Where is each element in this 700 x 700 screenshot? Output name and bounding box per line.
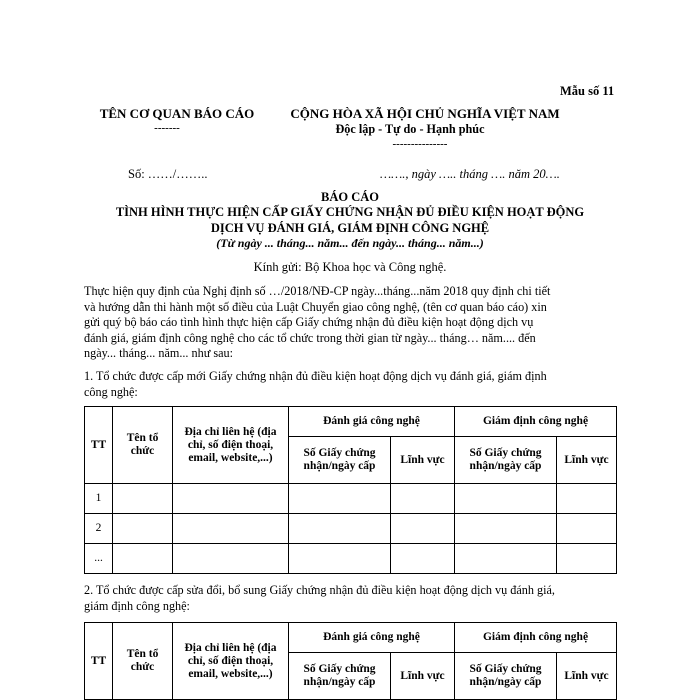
col-tt: TT xyxy=(85,407,113,484)
col-group-inspection: Giám định công nghệ xyxy=(455,407,617,437)
national-motto: Độc lập - Tự do - Hạnh phúc xyxy=(335,122,485,136)
document-number: Số: ……/…….. xyxy=(128,167,208,181)
cell xyxy=(557,544,617,574)
report-subtitle-line1: TÌNH HÌNH THỰC HIỆN CẤP GIẤY CHỨNG NHẬN ĐỦ ĐIỀU KIỆN HOẠT ĐỘNG xyxy=(115,205,585,219)
section1-heading-line: công nghệ: xyxy=(84,384,138,399)
motto-divider: --------------- xyxy=(392,138,448,150)
cell xyxy=(455,544,557,574)
row-number: 2 xyxy=(85,514,113,544)
cell xyxy=(455,514,557,544)
col-eval-cert: Số Giấy chứng nhận/ngày cấp xyxy=(289,653,391,700)
section2-heading-line: giám định công nghệ: xyxy=(84,598,190,613)
col-inspect-cert: Số Giấy chứng nhận/ngày cấp xyxy=(455,653,557,700)
intro-line: gửi quý bộ báo cáo tình hình thực hiện cấp Giấy chứng nhận đủ điều kiện hoạt động dịch vụ xyxy=(84,315,534,330)
cell xyxy=(113,484,173,514)
col-eval-field: Lĩnh vực xyxy=(391,437,455,484)
col-contact: Địa chỉ liên hệ (địa chỉ, số điện thoại, email, website,...) xyxy=(173,407,289,484)
col-group-evaluation: Đánh giá công nghệ xyxy=(289,407,455,437)
row-number: 1 xyxy=(85,484,113,514)
cell xyxy=(173,484,289,514)
section2-heading-line: 2. Tổ chức được cấp sửa đổi, bổ sung Giấy chứng nhận đủ điều kiện hoạt động dịch vụ đánh giá, xyxy=(84,583,555,597)
col-group-inspection: Giám định công nghệ xyxy=(455,623,617,653)
cell xyxy=(557,484,617,514)
place-date: ……., ngày ….. tháng …. năm 20…. xyxy=(380,167,560,181)
col-org-name: Tên tổ chức xyxy=(113,623,173,700)
cell xyxy=(391,544,455,574)
col-org-name: Tên tổ chức xyxy=(113,407,173,484)
intro-line: ngày... tháng... năm... như sau: xyxy=(84,346,233,361)
form-number: Mẫu số 11 xyxy=(560,84,615,98)
col-eval-cert: Số Giấy chứng nhận/ngày cấp xyxy=(289,437,391,484)
cell xyxy=(289,514,391,544)
cell xyxy=(289,484,391,514)
cell xyxy=(113,544,173,574)
col-inspect-field: Lĩnh vực xyxy=(557,653,617,700)
cell xyxy=(455,484,557,514)
agency-divider: ------- xyxy=(154,122,180,134)
table-row xyxy=(85,514,617,544)
cell xyxy=(113,514,173,544)
cell xyxy=(557,514,617,544)
section2-table xyxy=(84,622,617,700)
table-row xyxy=(85,544,617,574)
cell xyxy=(173,514,289,544)
col-inspect-field: Lĩnh vực xyxy=(557,437,617,484)
recipient: Kính gửi: Bộ Khoa học và Công nghệ. xyxy=(253,260,447,274)
report-subtitle-line2: DỊCH VỤ ĐÁNH GIÁ, GIÁM ĐỊNH CÔNG NGHỆ xyxy=(210,221,490,235)
col-eval-field: Lĩnh vực xyxy=(391,653,455,700)
section1-heading xyxy=(84,369,547,400)
row-number: ... xyxy=(85,544,113,574)
agency-name: TÊN CƠ QUAN BÁO CÁO xyxy=(99,106,255,121)
cell xyxy=(391,514,455,544)
report-title: BÁO CÁO xyxy=(321,190,379,204)
col-contact: Địa chỉ liên hệ (địa chỉ, số điện thoại, email, website,...) xyxy=(173,623,289,700)
section1-table xyxy=(84,406,617,574)
intro-line: Thực hiện quy định của Nghị định số …/2018/NĐ-CP ngày...tháng...năm 2018 quy định chi tiết xyxy=(84,284,551,298)
cell xyxy=(173,544,289,574)
section1-heading-line: 1. Tổ chức được cấp mới Giấy chứng nhận đủ điều kiện hoạt động dịch vụ đánh giá, giám định xyxy=(84,369,547,383)
cell xyxy=(391,484,455,514)
intro-paragraph xyxy=(84,284,550,362)
nation-name: CỘNG HÒA XÃ HỘI CHỦ NGHĨA VIỆT NAM xyxy=(290,106,560,121)
col-inspect-cert: Số Giấy chứng nhận/ngày cấp xyxy=(455,437,557,484)
intro-line: đánh giá, giám định công nghệ cho các tổ chức trong thời gian từ ngày... tháng… năm.... đến xyxy=(84,330,536,345)
intro-line: và hướng dẫn thi hành một số điều của Luật Chuyển giao công nghệ, (tên cơ quan báo cáo) xin xyxy=(84,299,547,314)
cell xyxy=(289,544,391,574)
section2-heading xyxy=(84,583,555,614)
table-row xyxy=(85,484,617,514)
report-period: (Từ ngày ... tháng... năm... đến ngày... tháng... năm...) xyxy=(216,236,484,250)
col-group-evaluation: Đánh giá công nghệ xyxy=(289,623,455,653)
col-tt: TT xyxy=(85,623,113,700)
